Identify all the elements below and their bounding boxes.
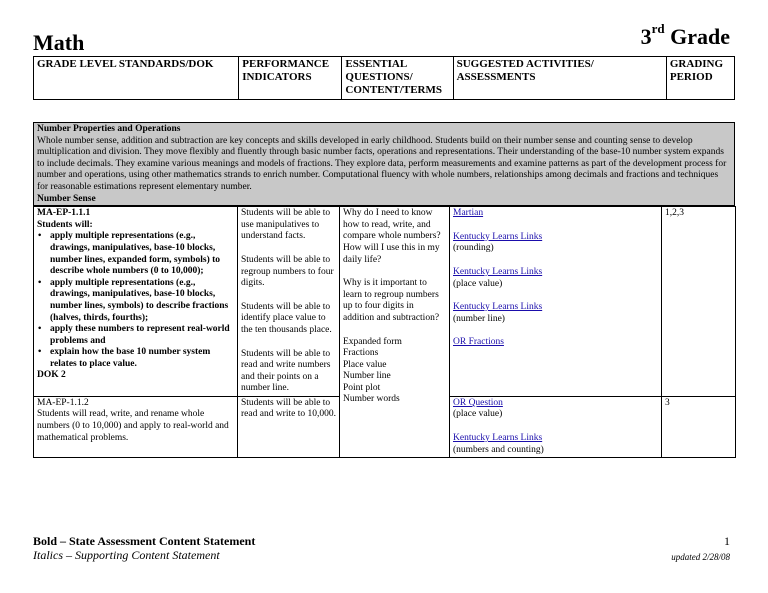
grade-word: Grade — [670, 24, 730, 49]
indicator: Students will be able to identify place value to the ten thousands place. — [241, 301, 332, 335]
section-band — [33, 122, 735, 206]
term: Fractions — [343, 348, 379, 359]
indicator: Students will be able to regroup numbers to four digits. — [241, 254, 334, 289]
term: Expanded form — [343, 336, 402, 347]
term: Number line — [343, 371, 391, 382]
activity-note: (place value) — [453, 409, 503, 420]
col-header-standards: GRADE LEVEL STANDARDS/DOK — [34, 57, 239, 100]
questions-cell — [340, 207, 450, 458]
activity-link[interactable]: OR Fractions — [453, 337, 504, 348]
activity-link[interactable]: OR Question — [453, 397, 503, 408]
term: Point plot — [343, 382, 381, 393]
term: Number words — [343, 394, 400, 405]
activities-cell — [450, 396, 662, 457]
col-header-activities: SUGGESTED ACTIVITIES/ ASSESSMENTS — [453, 57, 666, 100]
activity-link[interactable]: Martian — [453, 208, 484, 219]
footer-bold-legend: Bold – State Assessment Content Statement — [33, 534, 256, 548]
essential-question: Why do I need to know how to read, write, and compare whole numbers? How will I use this in my daily life? — [343, 208, 441, 265]
indicator: Students will be able to read and write numbers and their points on a number line. — [241, 348, 331, 394]
activity-note: (place value) — [453, 278, 503, 289]
activity-note: (number line) — [453, 313, 505, 324]
indicator: Students will be able to read and write to 10,000. — [241, 397, 336, 420]
column-header-table — [33, 56, 735, 100]
list-item: • apply multiple representations (e.g., drawings, manipulatives, base-10 blocks, number lines, expanded form, symbols) to describe whole numbers (0 to 10,000); — [37, 231, 234, 277]
indicator-cell — [238, 207, 340, 397]
table-row — [34, 207, 736, 397]
activity-link[interactable]: Kentucky Learns Links — [453, 266, 543, 277]
students-will: Students will: — [37, 219, 93, 230]
period-cell: 1,2,3 — [662, 207, 736, 397]
grade-suffix: rd — [651, 21, 665, 36]
standard-code: MA-EP-1.1.2 — [37, 397, 89, 408]
grade-number: 3 — [640, 24, 652, 49]
standard-cell — [34, 396, 238, 457]
activity-link[interactable]: Kentucky Learns Links — [453, 302, 543, 313]
standard-text: Students will read, write, and rename whole numbers (0 to 10,000) and apply to real-world and mathematical problems. — [37, 409, 229, 443]
grade-title — [640, 21, 730, 50]
footer-italic-legend: Italics – Supporting Content Statement — [33, 548, 220, 562]
standards-rows — [33, 206, 736, 458]
col-header-questions: ESSENTIAL QUESTIONS/ CONTENT/TERMS — [342, 57, 453, 100]
period-cell: 3 — [662, 396, 736, 457]
activity-note: (rounding) — [453, 243, 494, 254]
term: Place value — [343, 359, 387, 370]
col-header-indicators: PERFORMANCE INDICATORS — [239, 57, 342, 100]
list-item: • apply these numbers to represent real-world problems and — [37, 324, 234, 347]
activity-link[interactable]: Kentucky Learns Links — [453, 433, 543, 444]
col-header-period: GRADING PERIOD — [666, 57, 734, 100]
page-title: Math — [33, 30, 85, 55]
page-number: 1 — [724, 534, 730, 548]
section-title: Number Properties and Operations — [37, 124, 181, 134]
indicator: Students will be able to use manipulatives to understand facts. — [241, 208, 331, 242]
activities-cell — [450, 207, 662, 397]
standard-items — [37, 231, 234, 370]
standard-code: MA-EP-1.1.1 — [37, 208, 91, 219]
dok-level: DOK 2 — [37, 370, 66, 381]
activity-link[interactable]: Kentucky Learns Links — [453, 231, 543, 242]
standard-cell — [34, 207, 238, 397]
section-description: Whole number sense, addition and subtraction are key concepts and skills developed in early childhood. Students build on their number sense and counting sense to develop multiplication and division. They move flexibly and fluently through basic number facts, operations and representations. Their understanding of the base-10 number system expands to include decimals. They examine various meanings and models of fractions. They explore data, perform measurements and examine patterns as part of the development process for number and operations, using other mathematics strands to enrich number. Computational fluency with whole numbers, relationships among decimals and fractions and techniques for reasonable estimations represent elementary number. — [37, 135, 727, 192]
updated-date: updated 2/28/08 — [671, 552, 730, 562]
indicator-cell — [238, 396, 340, 457]
list-item: • apply multiple representations (e.g., drawings, manipulatives, base-10 blocks, number lines, symbols) to describe fractions (halves, thirds, fourths); — [37, 278, 234, 324]
section-subheading: Number Sense — [37, 193, 96, 204]
activity-note: (numbers and counting) — [453, 444, 544, 455]
list-item: • explain how the base 10 number system relates to place value. — [37, 347, 234, 370]
essential-question: Why is it important to learn to regroup numbers up to four digits in addition and subtraction? — [343, 278, 440, 323]
standards-table — [33, 122, 735, 458]
